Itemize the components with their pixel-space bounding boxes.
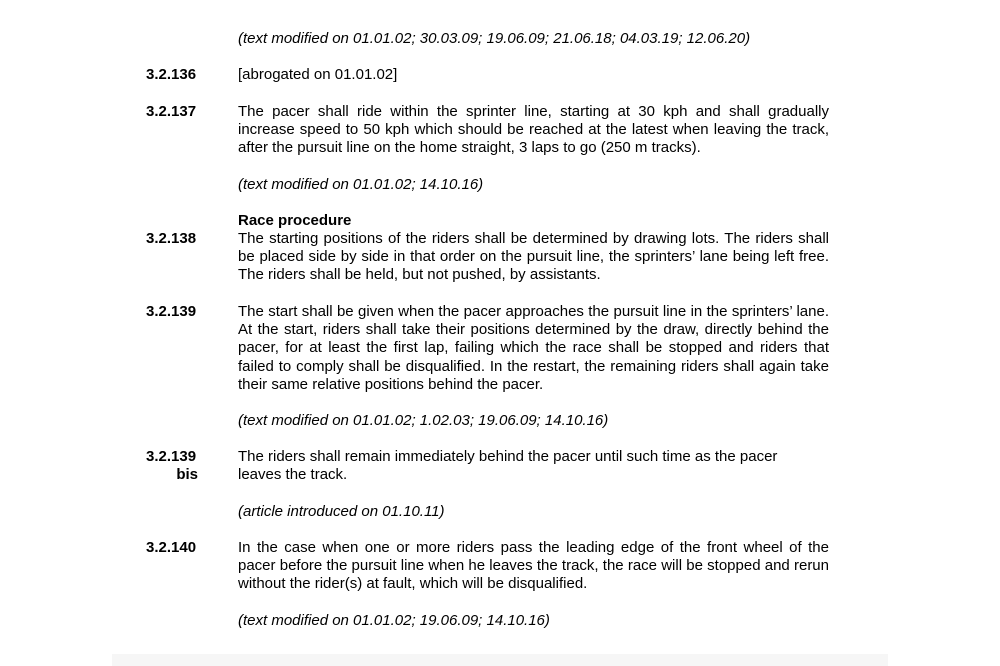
article-number-3-2-138: 3.2.138	[146, 230, 197, 247]
article-text-3-2-138: The starting positions of the riders shall be determined by drawing lots. The riders shall be placed side by side in that order on the pursuit line, the sprinters’ lane being left free. The riders shall be held, but not pushed, by assistants.	[238, 230, 829, 284]
article-number-3-2-140: 3.2.140	[146, 539, 197, 556]
article-text-3-2-139-bis: The riders shall remain immediately behind the pacer until such time as the pacer leaves the track.	[238, 448, 778, 484]
article-text-3-2-140: In the case when one or more riders pass the leading edge of the front wheel of the pacer before the pursuit line when he leaves the track, the race will be stopped and rerun without the rider(s) at fault, which will be disqualified.	[238, 539, 829, 593]
modification-note-3-2-139: (text modified on 01.01.02; 1.02.03; 19.06.09; 14.10.16)	[238, 412, 609, 429]
article-number-3-2-136: 3.2.136	[146, 66, 197, 83]
article-number-3-2-137: 3.2.137	[146, 103, 197, 120]
article-number-3-2-139: 3.2.139	[146, 303, 197, 320]
article-number-3-2-139-bis	[146, 448, 198, 484]
article-text-3-2-136: [abrogated on 01.01.02]	[238, 66, 398, 83]
article-number: 3.2.139	[146, 448, 197, 465]
article-number-suffix: bis	[176, 466, 198, 483]
article-text-3-2-139: The start shall be given when the pacer approaches the pursuit line in the sprinters’ lane. At the start, riders shall take their positions determined by the draw, directly behind the pacer, for at least the first lap, failing which the race shall be stopped and riders that failed to comply shall be disqualified. In the restart, the remaining riders shall again take their same relative positions behind the pacer.	[238, 303, 829, 393]
article-introduced-note-3-2-139-bis: (article introduced on 01.10.11)	[238, 503, 445, 520]
section-heading-race-procedure: Race procedure	[238, 212, 352, 229]
article-text-3-2-137: The pacer shall ride within the sprinter line, starting at 30 kph and shall gradually increase speed to 50 kph which should be reached at the latest when leaving the track, after the pursuit line on the home straight, 3 laps to go (250 m tracks).	[238, 103, 829, 157]
modification-note-top: (text modified on 01.01.02; 30.03.09; 19.06.09; 21.06.18; 04.03.19; 12.06.20)	[238, 30, 751, 47]
modification-note-3-2-137: (text modified on 01.01.02; 14.10.16)	[238, 176, 484, 193]
modification-note-3-2-140: (text modified on 01.01.02; 19.06.09; 14.10.16)	[238, 612, 550, 629]
page-bottom-shade	[112, 654, 888, 666]
